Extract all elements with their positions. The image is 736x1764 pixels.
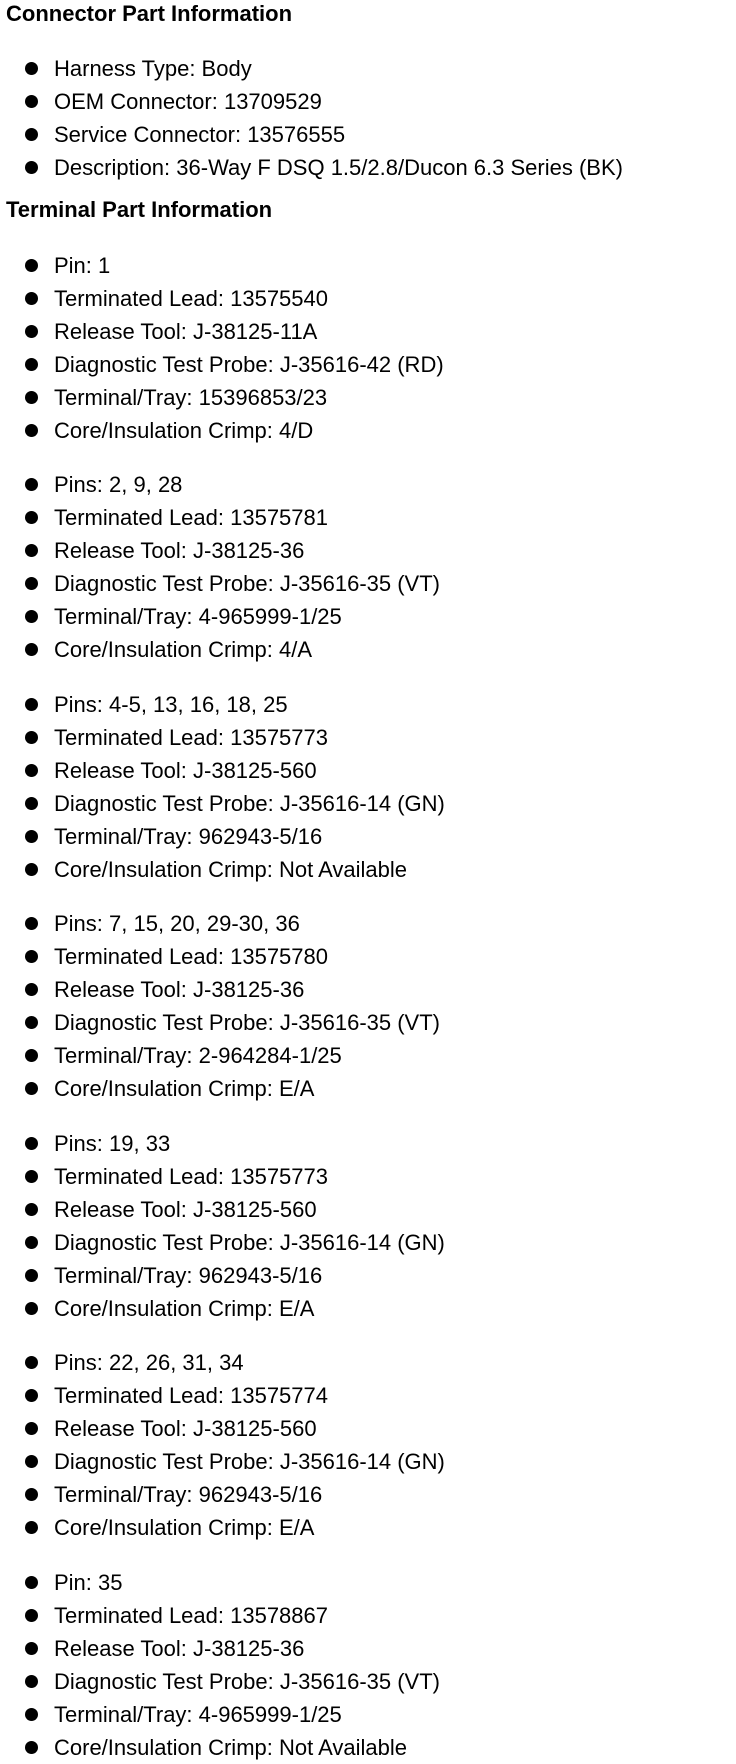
- list-item: [0, 940, 736, 973]
- bullet-icon: [25, 1609, 38, 1622]
- pins: Pins: 22, 26, 31, 34: [54, 1350, 244, 1375]
- bullet-icon: [25, 292, 38, 305]
- list-item: [0, 1379, 736, 1412]
- list-item: [0, 721, 736, 754]
- bullet-icon: [25, 863, 38, 876]
- list-item: [0, 1127, 736, 1160]
- connector-part-info-heading: Connector Part Information: [6, 1, 293, 26]
- list-item: [0, 688, 736, 721]
- bullet-icon: [25, 95, 38, 108]
- list-item: [0, 633, 736, 666]
- terminated-lead: Terminated Lead: 13575773: [54, 1164, 328, 1189]
- list-item: [0, 1698, 736, 1731]
- list-item: [0, 907, 736, 940]
- list-item: [0, 282, 736, 315]
- bullet-icon: [25, 1170, 38, 1183]
- list-item: [0, 315, 736, 348]
- bullet-icon: [25, 610, 38, 623]
- list-item: [0, 501, 736, 534]
- list-item: [0, 1259, 736, 1292]
- list-item: [0, 1039, 736, 1072]
- list-item: [0, 567, 736, 600]
- bullet-icon: [25, 1049, 38, 1062]
- bullet-icon: [25, 511, 38, 524]
- core-insulation-crimp: Core/Insulation Crimp: 4/A: [54, 637, 312, 662]
- release-tool: Release Tool: J-38125-36: [54, 538, 305, 563]
- bullet-icon: [25, 1203, 38, 1216]
- bullet-icon: [25, 544, 38, 557]
- bullet-icon: [25, 1576, 38, 1589]
- list-item: [0, 1511, 736, 1544]
- oem-connector: OEM Connector: 13709529: [54, 89, 322, 114]
- bullet-icon: [25, 1455, 38, 1468]
- diagnostic-test-probe: Diagnostic Test Probe: J-35616-14 (GN): [54, 1230, 445, 1255]
- terminal-tray: Terminal/Tray: 4-965999-1/25: [54, 1702, 342, 1727]
- terminated-lead: Terminated Lead: 13575540: [54, 286, 328, 311]
- terminal-tray: Terminal/Tray: 2-964284-1/25: [54, 1043, 342, 1068]
- list-item: [0, 1566, 736, 1599]
- connector-info-list: [0, 52, 736, 184]
- diagnostic-test-probe: Diagnostic Test Probe: J-35616-14 (GN): [54, 791, 445, 816]
- diagnostic-test-probe: Diagnostic Test Probe: J-35616-35 (VT): [54, 1669, 440, 1694]
- list-item: [0, 249, 736, 282]
- terminated-lead: Terminated Lead: 13575780: [54, 944, 328, 969]
- terminated-lead: Terminated Lead: 13578867: [54, 1603, 328, 1628]
- terminal-group-4: [0, 907, 736, 1105]
- bullet-icon: [25, 830, 38, 843]
- bullet-icon: [25, 1521, 38, 1534]
- diagnostic-test-probe: Diagnostic Test Probe: J-35616-35 (VT): [54, 571, 440, 596]
- list-item: [0, 1665, 736, 1698]
- list-item: [0, 414, 736, 447]
- bullet-icon: [25, 1082, 38, 1095]
- diagnostic-test-probe: Diagnostic Test Probe: J-35616-42 (RD): [54, 352, 444, 377]
- bullet-icon: [25, 950, 38, 963]
- bullet-icon: [25, 983, 38, 996]
- bullet-icon: [25, 1422, 38, 1435]
- release-tool: Release Tool: J-38125-11A: [54, 319, 318, 344]
- harness-type: Harness Type: Body: [54, 56, 252, 81]
- bullet-icon: [25, 1269, 38, 1282]
- bullet-icon: [25, 391, 38, 404]
- pins: Pins: 7, 15, 20, 29-30, 36: [54, 911, 300, 936]
- terminal-tray: Terminal/Tray: 962943-5/16: [54, 1482, 323, 1507]
- list-item: [0, 1072, 736, 1105]
- pins: Pin: 35: [54, 1570, 123, 1595]
- bullet-icon: [25, 797, 38, 810]
- list-item: [0, 1599, 736, 1632]
- list-item: [0, 853, 736, 886]
- core-insulation-crimp: Core/Insulation Crimp: E/A: [54, 1296, 315, 1321]
- service-connector: Service Connector: 13576555: [54, 122, 346, 147]
- pins: Pin: 1: [54, 253, 111, 278]
- pins: Pins: 19, 33: [54, 1131, 171, 1156]
- list-item: [0, 1193, 736, 1226]
- release-tool: Release Tool: J-38125-36: [54, 1636, 305, 1661]
- bullet-icon: [25, 1236, 38, 1249]
- list-item: [0, 534, 736, 567]
- terminal-tray: Terminal/Tray: 4-965999-1/25: [54, 604, 342, 629]
- bullet-icon: [25, 1741, 38, 1754]
- bullet-icon: [25, 478, 38, 491]
- list-item: [0, 381, 736, 414]
- bullet-icon: [25, 917, 38, 930]
- core-insulation-crimp: Core/Insulation Crimp: Not Available: [54, 1735, 407, 1760]
- pins: Pins: 2, 9, 28: [54, 472, 183, 497]
- bullet-icon: [25, 1642, 38, 1655]
- terminal-group-3: [0, 688, 736, 886]
- terminated-lead: Terminated Lead: 13575781: [54, 505, 328, 530]
- bullet-icon: [25, 1389, 38, 1402]
- bullet-icon: [25, 1356, 38, 1369]
- terminal-group-7: [0, 1566, 736, 1764]
- list-item: [0, 151, 736, 184]
- bullet-icon: [25, 259, 38, 272]
- list-item: [0, 1478, 736, 1511]
- list-item: [0, 820, 736, 853]
- terminal-tray: Terminal/Tray: 962943-5/16: [54, 824, 323, 849]
- terminal-group-1: [0, 249, 736, 447]
- terminal-tray: Terminal/Tray: 15396853/23: [54, 385, 328, 410]
- list-item: [0, 973, 736, 1006]
- core-insulation-crimp: Core/Insulation Crimp: 4/D: [54, 418, 314, 443]
- description: Description: 36-Way F DSQ 1.5/2.8/Ducon 6.3 Series (BK): [54, 155, 623, 180]
- list-item: [0, 118, 736, 151]
- bullet-icon: [25, 764, 38, 777]
- list-item: [0, 754, 736, 787]
- bullet-icon: [25, 1302, 38, 1315]
- pins: Pins: 4-5, 13, 16, 18, 25: [54, 692, 288, 717]
- list-item: [0, 600, 736, 633]
- list-item: [0, 85, 736, 118]
- terminal-group-5: [0, 1127, 736, 1325]
- core-insulation-crimp: Core/Insulation Crimp: E/A: [54, 1515, 315, 1540]
- terminal-group-2: [0, 468, 736, 666]
- list-item: [0, 1292, 736, 1325]
- release-tool: Release Tool: J-38125-560: [54, 1416, 317, 1441]
- list-item: [0, 1346, 736, 1379]
- list-item: [0, 52, 736, 85]
- diagnostic-test-probe: Diagnostic Test Probe: J-35616-14 (GN): [54, 1449, 445, 1474]
- bullet-icon: [25, 1016, 38, 1029]
- bullet-icon: [25, 424, 38, 437]
- terminal-part-info-heading: Terminal Part Information: [6, 197, 273, 222]
- bullet-icon: [25, 577, 38, 590]
- list-item: [0, 787, 736, 820]
- bullet-icon: [25, 358, 38, 371]
- bullet-icon: [25, 643, 38, 656]
- bullet-icon: [25, 128, 38, 141]
- bullet-icon: [25, 62, 38, 75]
- terminated-lead: Terminated Lead: 13575774: [54, 1383, 328, 1408]
- core-insulation-crimp: Core/Insulation Crimp: Not Available: [54, 857, 407, 882]
- list-item: [0, 1226, 736, 1259]
- release-tool: Release Tool: J-38125-36: [54, 977, 305, 1002]
- terminal-group-6: [0, 1346, 736, 1544]
- list-item: [0, 1632, 736, 1665]
- list-item: [0, 1731, 736, 1764]
- list-item: [0, 468, 736, 501]
- bullet-icon: [25, 731, 38, 744]
- bullet-icon: [25, 161, 38, 174]
- bullet-icon: [25, 1488, 38, 1501]
- bullet-icon: [25, 698, 38, 711]
- release-tool: Release Tool: J-38125-560: [54, 758, 317, 783]
- list-item: [0, 348, 736, 381]
- bullet-icon: [25, 1675, 38, 1688]
- bullet-icon: [25, 325, 38, 338]
- list-item: [0, 1006, 736, 1039]
- terminal-tray: Terminal/Tray: 962943-5/16: [54, 1263, 323, 1288]
- bullet-icon: [25, 1137, 38, 1150]
- diagnostic-test-probe: Diagnostic Test Probe: J-35616-35 (VT): [54, 1010, 440, 1035]
- list-item: [0, 1412, 736, 1445]
- core-insulation-crimp: Core/Insulation Crimp: E/A: [54, 1076, 315, 1101]
- release-tool: Release Tool: J-38125-560: [54, 1197, 317, 1222]
- terminated-lead: Terminated Lead: 13575773: [54, 725, 328, 750]
- list-item: [0, 1160, 736, 1193]
- list-item: [0, 1445, 736, 1478]
- bullet-icon: [25, 1708, 38, 1721]
